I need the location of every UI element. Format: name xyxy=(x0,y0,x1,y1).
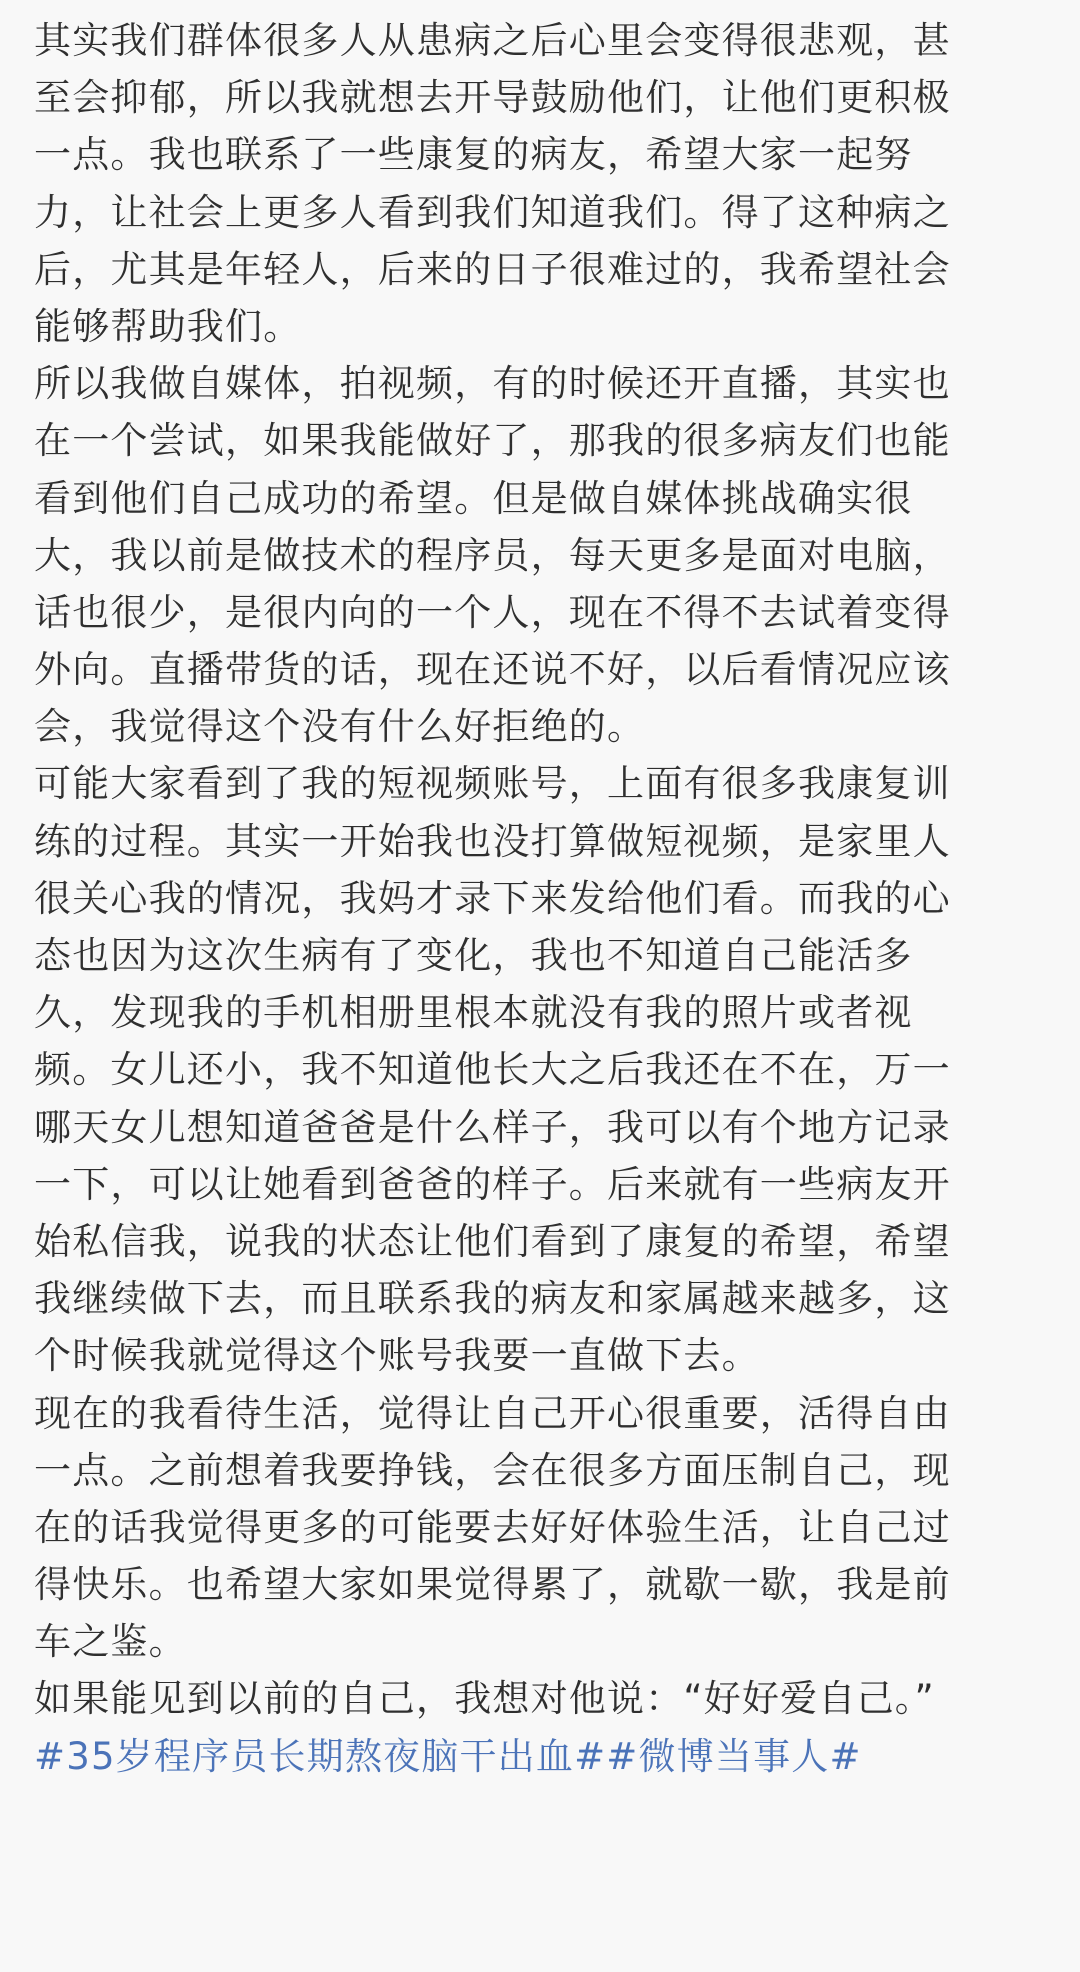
post-text-line-16: 很关心我的情况，我妈才录下来发给他们看。而我的心 xyxy=(34,876,951,920)
post-text-line-15: 练的过程。其实一开始我也没打算做短视频，是家里人 xyxy=(34,819,951,863)
post-text-line-17: 态也因为这次生病有了变化，我也不知道自己能活多 xyxy=(34,934,913,977)
post-text-line-28: 得快乐。也希望大家如果觉得累了，就歇一歇，我是前 xyxy=(34,1563,951,1607)
post-text-line-30: 如果能见到以前的自己，我想对他说：“好好爱自己。” xyxy=(34,1677,935,1721)
post-text-line-23: 我继续做下去，而且联系我的病友和家属越来越多，这 xyxy=(34,1277,951,1321)
post-text-line-3: 一点。我也联系了一些康复的病友，希望大家一起努 xyxy=(34,133,913,177)
post-text-line-22: 始私信我，说我的状态让他们看到了康复的希望，希望 xyxy=(34,1219,951,1263)
post-text-line-12: 外向。直播带货的话，现在还说不好，以后看情况应该 xyxy=(34,648,951,692)
post-text-line-20: 哪天女儿想知道爸爸是什么样子，我可以有个地方记录 xyxy=(34,1105,951,1149)
post-text-line-7: 所以我做自媒体，拍视频，有的时候还开直播，其实也 xyxy=(34,362,951,406)
post-text-line-4: 力，让社会上更多人看到我们知道我们。得了这种病之 xyxy=(34,190,951,234)
post-text-line-29: 车之鉴。 xyxy=(34,1620,187,1664)
post-text-line-2: 至会抑郁，所以我就想去开导鼓励他们，让他们更积极 xyxy=(34,76,951,120)
post-body xyxy=(34,12,1046,1785)
post-text-line-24: 个时候我就觉得这个账号我要一直做下去。 xyxy=(34,1334,760,1378)
post-text-line-25: 现在的我看待生活，觉得让自己开心很重要，活得自由 xyxy=(34,1391,951,1435)
hashtag-line xyxy=(34,1728,1046,1785)
post-text-line-11: 话也很少，是很内向的一个人，现在不得不去试着变得 xyxy=(34,590,951,634)
post-text-line-26: 一点。之前想着我要挣钱，会在很多方面压制自己，现 xyxy=(34,1448,951,1492)
post-text-line-8: 在一个尝试，如果我能做好了，那我的很多病友们也能 xyxy=(34,419,951,463)
post-text-line-13: 会，我觉得这个没有什么好拒绝的。 xyxy=(34,705,646,749)
post-text-line-19: 频。女儿还小，我不知道他长大之后我还在不在，万一 xyxy=(34,1048,951,1092)
hashtag-link-35-programmer[interactable]: #35岁程序员长期熬夜脑干出血# xyxy=(34,1734,607,1778)
post-text-line-9: 看到他们自己成功的希望。但是做自媒体挑战确实很 xyxy=(34,476,913,520)
hashtag-link-weibo-party[interactable]: #微博当事人# xyxy=(606,1734,862,1778)
post-text-line-18: 久，发现我的手机相册里根本就没有我的照片或者视 xyxy=(34,991,913,1035)
post-text-line-27: 在的话我觉得更多的可能要去好好体验生活，让自己过 xyxy=(34,1505,951,1549)
post-text-line-5: 后，尤其是年轻人，后来的日子很难过的，我希望社会 xyxy=(34,247,951,291)
post-text-line-1: 其实我们群体很多人从患病之后心里会变得很悲观，甚 xyxy=(34,19,951,62)
post-text-line-10: 大，我以前是做技术的程序员，每天更多是面对电脑， xyxy=(34,533,951,577)
post-text-line-14: 可能大家看到了我的短视频账号，上面有很多我康复训 xyxy=(34,762,951,806)
post-text-line-6: 能够帮助我们。 xyxy=(34,304,302,348)
post-text-line-21: 一下，可以让她看到爸爸的样子。后来就有一些病友开 xyxy=(34,1162,951,1206)
